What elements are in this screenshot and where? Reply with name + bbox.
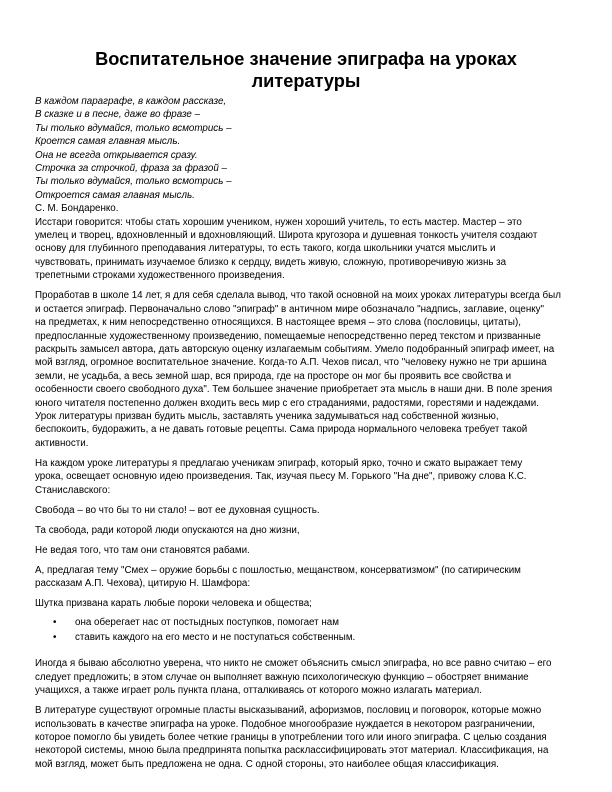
epigraph-poem <box>35 95 580 202</box>
bullet-list <box>35 615 580 645</box>
paragraph-line: На каждом уроке литературы я предлагаю ученикам эпиграф, который ярко, точно и сжато выражает тему <box>35 457 523 469</box>
paragraph <box>35 457 580 497</box>
poem-line: Она не всегда открывается сразу. <box>35 149 198 161</box>
bullet-icon: • <box>53 632 57 644</box>
paragraph-line: Исстари говорится: чтобы стать хорошим учеником, нужен хороший учитель, то есть мастер. Мастер – это <box>35 216 522 228</box>
paragraph-line: предпосланные художественному произведению, помещаемые непосредственно перед текстом и призванные <box>35 330 541 342</box>
poem-line: Строчка за строчкой, фраза за фразой – <box>35 163 227 175</box>
poem-line: Ты только вдумайся, только всмотрись – <box>35 122 232 134</box>
quote-line: Не ведая того, что там они становятся рабами. <box>35 544 250 556</box>
paragraph-line: и остается эпиграф. Первоначально слово "эпиграф" в античном мире обозначало "надпись, заглавие, оценку" <box>35 303 545 315</box>
paragraph-line: мой взгляд, огромное воспитательное значение. Когда-то А.П. Чехов писал, что "человеку нужно не три аршина <box>35 357 547 369</box>
paragraph <box>35 289 580 450</box>
paragraph-line: активности. <box>35 437 89 449</box>
list-item-text: она оберегает нас от постыдных поступков, помогает нам <box>75 617 339 629</box>
paragraph-line: Проработав в школе 14 лет, я для себя сделала вывод, что такой основной на моих уроках литературы всегда был <box>35 290 561 302</box>
paragraph-line: Урок литературы призван будить мысль, заставлять ученика задумываться над собственной жизнью, <box>35 410 499 422</box>
paragraph-line: особенности своего свободного духа". Тем большее значение приобретает эта мысль в наши дни. В поле зрения <box>35 384 553 396</box>
paragraph-line: следует предложить; в этом случае он выполняет важную психологическую функцию – обостряет внимание <box>35 671 529 683</box>
list-item <box>35 615 580 630</box>
paragraph <box>35 704 580 771</box>
list-item <box>35 630 580 645</box>
paragraph <box>35 216 580 283</box>
paragraph-line: мой взгляд, может быть предложена не одна. С одной стороны, это наиболее общая классификация. <box>35 758 499 770</box>
paragraph-line: раскрыть замысел автора, дать авторскую оценку излагаемым событиям. Умело подобранный эпиграф имеет, на <box>35 343 555 355</box>
paragraph-line: использовать в качестве эпиграфа на уроке. Подобное многообразие нуждается в некотором разграничении, <box>35 718 535 730</box>
paragraph-line: Иногда я бываю абсолютно уверена, что никто не сможет объяснить смысл эпиграфа, но все равно считаю – его <box>35 658 552 670</box>
paragraph-line: Станиславского: <box>35 484 111 496</box>
paragraph-line: которое помогло бы увидеть более четкие границы в употреблении того или иного эпиграфа. С целью создания <box>35 732 547 743</box>
paragraph-line: умелец и творец, вдохновленный и вдохновляющий. Широта кругозора и душевная тонкость учителя создают <box>35 230 538 242</box>
list-item-text: ставить каждого на его место и не поступаться собственным. <box>75 632 356 644</box>
paragraph-line: урока, освещает основную идею произведения. Так, изучая пьесу М. Горького "На дне", привожу слова К.С. <box>35 471 527 483</box>
paragraph <box>35 657 580 697</box>
poem-line: В сказке и в песне, даже во фразе – <box>35 109 201 121</box>
bullet-icon: • <box>53 617 57 629</box>
document-title <box>40 48 572 92</box>
quote-line: Свобода – во что бы то ни стало! – вот ее духовная сущность. <box>35 504 320 516</box>
paragraph-line: некоторой системы, мною была предпринята попытка расклассифицировать этот материал. Классификация, на <box>35 745 549 757</box>
poem-author: С. М. Бондаренко. <box>35 203 119 215</box>
quote-line: Шутка призвана карать любые пороки человека и общества; <box>35 597 312 609</box>
poem-line: Ты только вдумайся, только всмотрись – <box>35 176 232 188</box>
paragraph-line: А, предлагая тему "Смех – оружие борьбы с пошлостью, мещанством, консерватизмом" (по сатирическим <box>35 564 521 576</box>
paragraph-line: рассказам А.П. Чехова), цитирую Н. Шамфора: <box>35 577 251 589</box>
paragraph-line: учащихся, а также играет роль пункта плана, отталкиваясь от которого можно излагать материал. <box>35 685 482 697</box>
paragraph-line: В литературе существуют огромные пласты высказываний, афоризмов, пословиц и поговорок, которые можно <box>35 705 542 717</box>
paragraph-line: на предметах, к ним непосредственно относящихся. В настоящее время – это слова (пословицы, цитаты), <box>35 317 521 329</box>
paragraph-line: юного читателя постепенно должен входить весь мир с его страданиями, радостями, горестями и надеждами. <box>35 397 539 409</box>
paragraph <box>35 564 580 591</box>
paragraph-line: основу для глубинного преподавания литературы, то есть такого, когда школьники учатся мыслить и <box>35 243 496 255</box>
quote-line: Та свобода, ради которой люди опускаются на дно жизни, <box>35 524 300 536</box>
title-line: литературы <box>251 71 361 91</box>
poem-line: Откроется самая главная мысль. <box>35 189 195 201</box>
document-body <box>35 95 580 771</box>
title-line: Воспитательное значение эпиграфа на уроках <box>95 49 517 69</box>
poem-line: Кроется самая главная мысль. <box>35 136 181 148</box>
paragraph-line: беспокоить, будоражить, а не давать готовые рецепты. Сама природа нормального человека требует такой <box>35 424 528 436</box>
paragraph-line: трепетными строками художественного произведения. <box>35 270 285 282</box>
paragraph-line: чувствовать, принимать изучаемое близко к сердцу, видеть живую, сложную, противоречивую жизнь за <box>35 256 507 268</box>
paragraph-line: земли, не усадьба, а весь земной шар, вся природа, где на просторе он мог бы проявить все свойства и <box>35 370 512 382</box>
poem-line: В каждом параграфе, в каждом рассказе, <box>35 96 227 107</box>
